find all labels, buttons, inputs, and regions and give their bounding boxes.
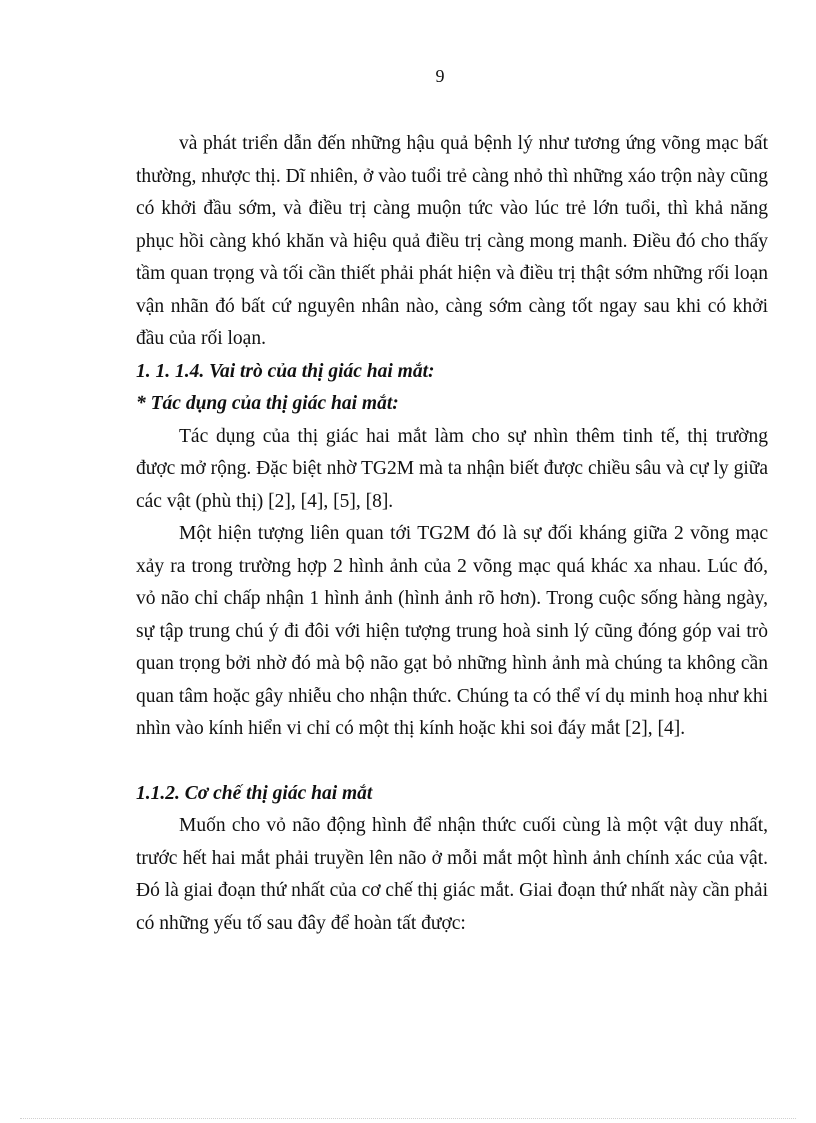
section-heading-binocular-role: 1. 1. 1.4. Vai trò của thị giác hai mắt: xyxy=(136,360,435,382)
subheading-binocular-effects: * Tác dụng của thị giác hai mắt: xyxy=(136,393,399,414)
paragraph-retinal-rivalry: Một hiện tượng liên quan tới TG2M đó là sự đối kháng giữa 2 võng mạc xảy ra trong trường hợp 2 hình ảnh của 2 võng mạc quá khác xa nhau. Lúc đó, vỏ não chỉ chấp nhận 1 hình ảnh (hình ảnh rõ hơn). Trong cuộc sống hàng ngày, sự tập trung chú ý đi đôi với hiện tượng trung hoà sinh lý cũng đóng góp vai trò quan trọng bởi nhờ đó mà bộ não gạt bỏ những hình ảnh mà chúng ta không cần quan tâm hoặc gây nhiễu cho nhận thức. Chúng ta có thể ví dụ minh hoạ như khi nhìn vào kính hiển vi chỉ có một thị kính hoặc khi soi đáy mắt [2], [4]. xyxy=(136,523,768,739)
page-bottom-divider xyxy=(20,1118,796,1119)
paragraph-consequences: và phát triển dẫn đến những hậu quả bệnh lý như tương ứng võng mạc bất thường, nhược thị. Dĩ nhiên, ở vào tuổi trẻ càng nhỏ thì những xáo trộn này cũng có khởi đầu sớm, và điều trị càng muộn tức vào lúc trẻ lớn tuổi, thì khả năng phục hồi càng khó khăn và hiệu quả điều trị càng mong manh. Điều đó cho thấy tầm quan trọng và tối cần thiết phải phát hiện và điều trị thật sớm những rối loạn vận nhãn đó bất cứ nguyên nhân nào, càng sớm càng tốt ngay sau khi có khởi đầu của rối loạn. xyxy=(136,133,768,349)
page-number: 9 xyxy=(435,66,445,86)
section-heading-binocular-mechanism: 1.1.2. Cơ chế thị giác hai mắt xyxy=(136,782,373,804)
paragraph-effects: Tác dụng của thị giác hai mắt làm cho sự nhìn thêm tinh tế, thị trường được mở rộng. Đặc biệt nhờ TG2M mà ta nhận biết được chiều sâu và cự ly giữa các vật (phù thị) [2], [4], [5], [8]. xyxy=(136,425,768,512)
paragraph-mechanism: Muốn cho vỏ não động hình để nhận thức cuối cùng là một vật duy nhất, trước hết hai mắt phải truyền lên não ở mỗi mắt một hình ảnh chính xác của vật. Đó là giai đoạn thứ nhất của cơ chế thị giác mắt. Giai đoạn thứ nhất này cần phải có những yếu tố sau đây để hoàn tất được: xyxy=(136,815,768,934)
document-body xyxy=(136,128,768,940)
section-spacer xyxy=(136,746,768,778)
